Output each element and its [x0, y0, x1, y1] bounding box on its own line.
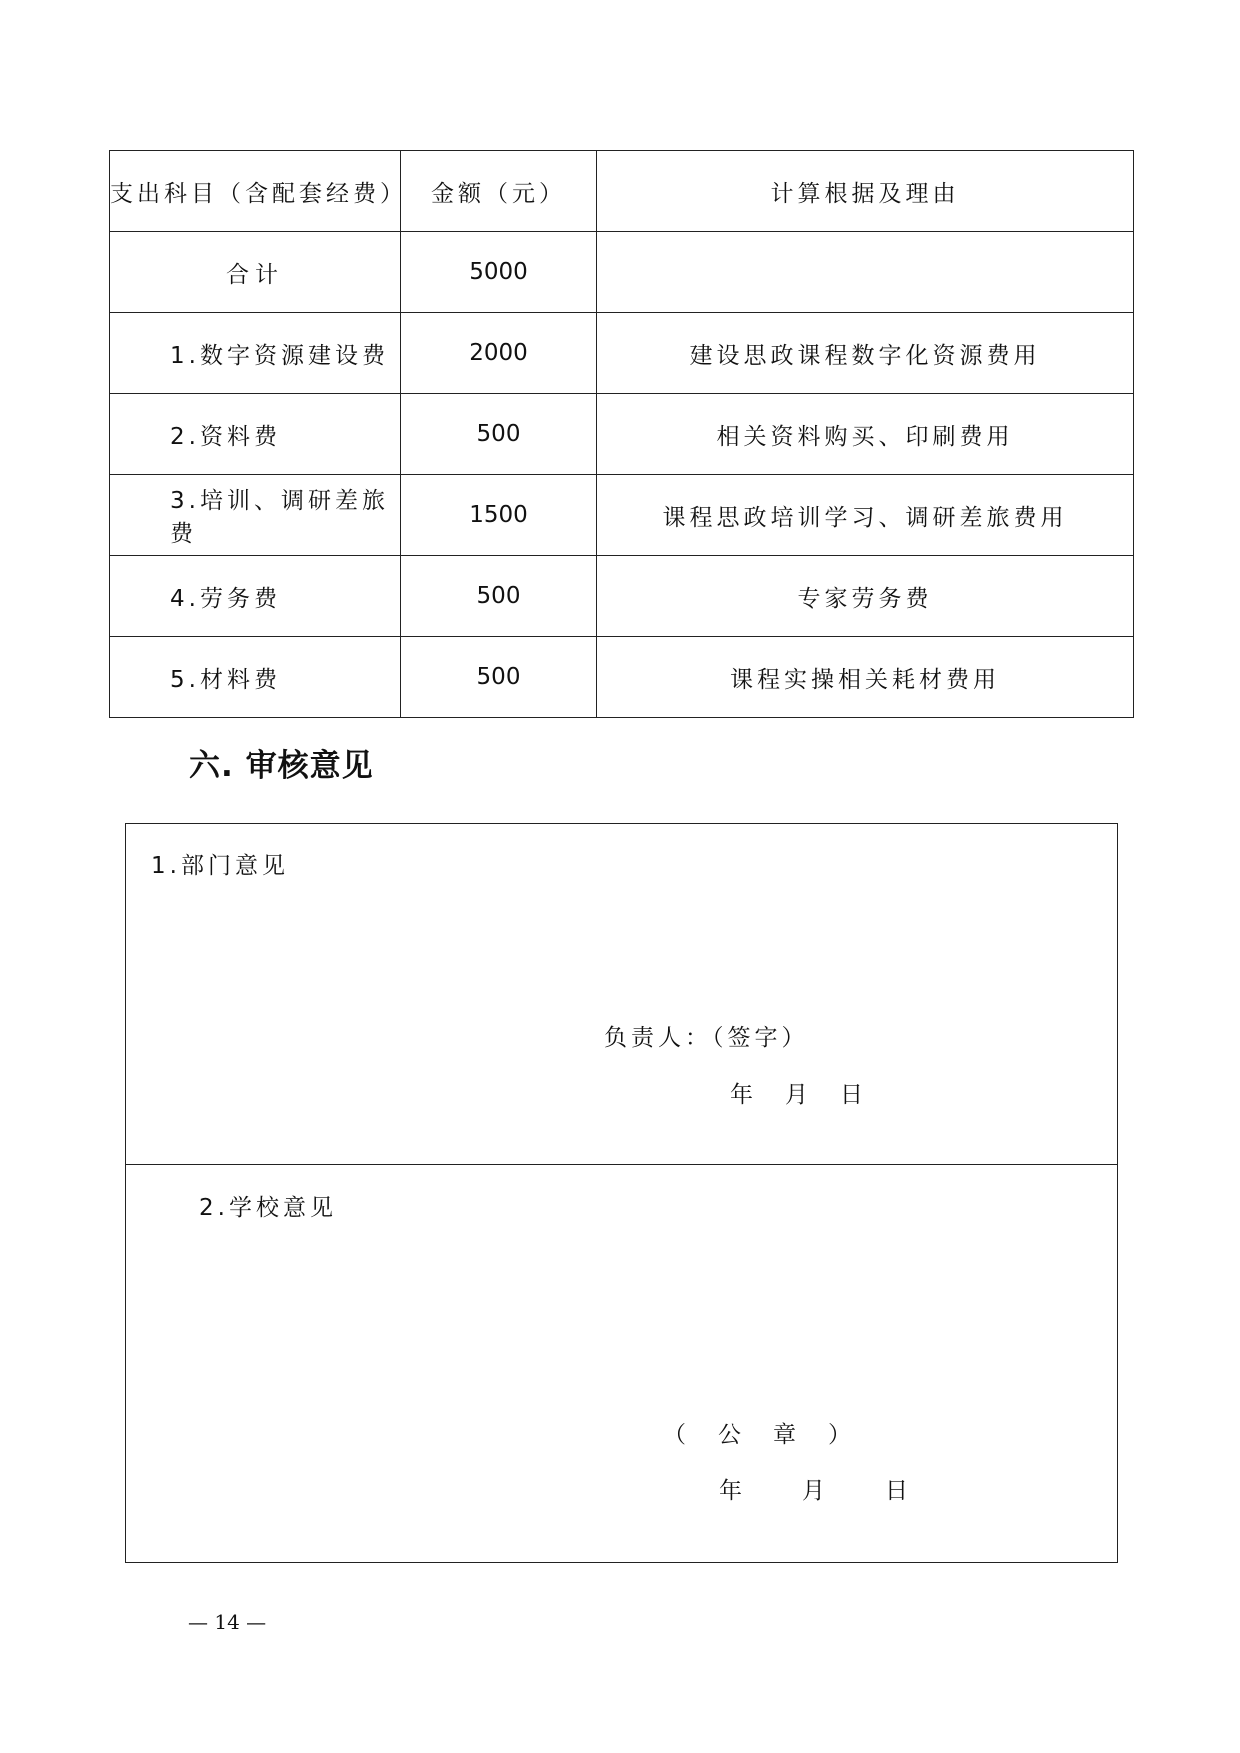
row-subject: 5.材料费: [110, 637, 401, 718]
row-amount: 500: [401, 637, 597, 718]
row-basis: 相关资料购买、印刷费用: [597, 394, 1134, 475]
row-amount: 1500: [401, 475, 597, 556]
table-row: [110, 313, 1134, 394]
school-date: [719, 1472, 968, 1505]
table-total-row: [110, 232, 1134, 313]
month-label: 月: [802, 1478, 829, 1504]
signer-label: 负责人：（签字）: [604, 1025, 809, 1051]
department-opinion-label: 1.部门意见: [151, 853, 289, 879]
row-amount: 500: [401, 556, 597, 637]
review-divider: [126, 1164, 1117, 1165]
section-title: 六. 审核意见: [189, 748, 374, 784]
header-amount: 金额（元）: [401, 151, 597, 232]
row-subject: 3.培训、调研差旅费: [110, 475, 401, 556]
row-basis: 专家劳务费: [597, 556, 1134, 637]
day-label: 日: [840, 1082, 867, 1108]
row-basis: 建设思政课程数字化资源费用: [597, 313, 1134, 394]
seal-close-paren: ）: [828, 1422, 855, 1448]
department-date: [730, 1076, 895, 1109]
row-amount: 2000: [401, 313, 597, 394]
row-basis: 课程思政培训学习、调研差旅费用: [597, 475, 1134, 556]
review-box: [125, 823, 1118, 1563]
school-opinion-label: 2.学校意见: [199, 1195, 337, 1221]
total-amount: 5000: [401, 232, 597, 313]
total-basis: [597, 232, 1134, 313]
year-label: 年: [730, 1082, 757, 1108]
table-header-row: [110, 151, 1134, 232]
seal-open-paren: （: [663, 1422, 690, 1448]
header-subject: 支出科目（含配套经费）: [110, 151, 401, 232]
page-number: — 14 —: [188, 1610, 267, 1634]
table-row: [110, 394, 1134, 475]
row-subject: 2.资料费: [110, 394, 401, 475]
table-row: [110, 637, 1134, 718]
row-subject: 1.数字资源建设费: [110, 313, 401, 394]
table-row: [110, 475, 1134, 556]
seal-text-1: 公: [718, 1422, 745, 1448]
row-basis: 课程实操相关耗材费用: [597, 637, 1134, 718]
seal-label: [663, 1416, 855, 1449]
day-label: 日: [885, 1478, 912, 1504]
month-label: 月: [785, 1082, 812, 1108]
year-label: 年: [719, 1478, 746, 1504]
table-row: [110, 556, 1134, 637]
row-subject: 4.劳务费: [110, 556, 401, 637]
budget-table: [109, 150, 1134, 718]
total-label: 合计: [110, 232, 401, 313]
seal-text-2: 章: [773, 1422, 800, 1448]
header-basis: 计算根据及理由: [597, 151, 1134, 232]
row-amount: 500: [401, 394, 597, 475]
